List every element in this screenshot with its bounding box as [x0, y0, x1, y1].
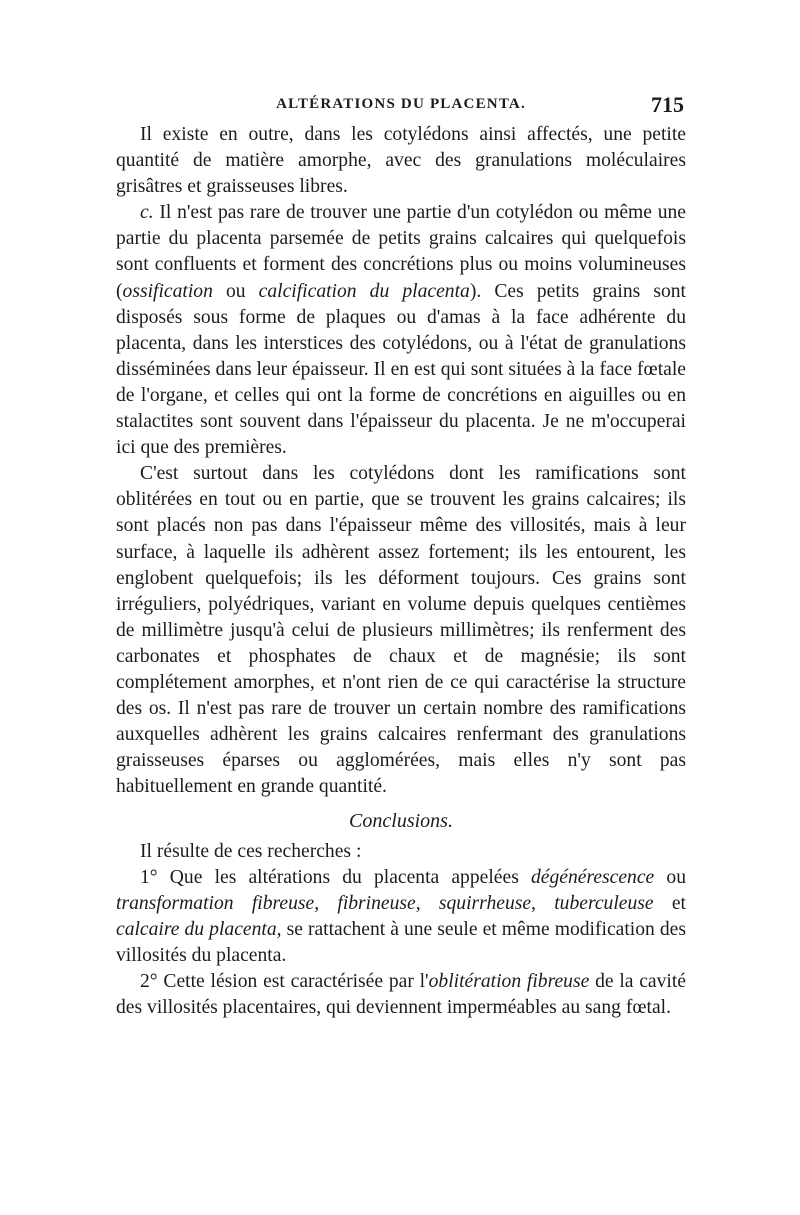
term-calcaire: calcaire du placenta, [116, 918, 282, 940]
term-transformation: transformation fibreuse, fibrineuse, squirrheuse, tuberculeuse [116, 892, 654, 914]
item-number: 1° [140, 866, 158, 888]
page-number: 715 [651, 92, 684, 117]
conclusions-intro: Il résulte de ces recherches : [140, 840, 362, 862]
book-page [116, 92, 686, 1021]
running-title: ALTÉRATIONS DU PLACENTA. [276, 96, 526, 112]
body-text [116, 122, 686, 1021]
item-number: 2° [140, 971, 158, 992]
paragraph-amorphous-matter: Il existe en outre, dans les cotylédons ainsi affectés, une petite quantité de matière amorphe, avec des granulations moléculaires grisâtres et graisseuses libres. [116, 124, 686, 198]
paragraph-text: ou [212, 280, 259, 302]
term-calcification: calcification du placenta [258, 280, 470, 302]
item-text: et [653, 892, 686, 914]
term-obliteration: oblitération fibreuse [428, 971, 590, 992]
term-ossification: ossification [122, 280, 213, 302]
item-text: ou [654, 866, 686, 888]
paragraph-text: ). Ces petits grains sont disposés sous forme de plaques ou d'amas à la face adhérente du placenta, dans les interstices des cotylédons, ou à l'état de granulations disséminées dans leur épaisseur. Il en est qui sont situées à la face fœtale de l'organe, et celles qui ont la forme de concrétions en aiguilles ou en stalactites sont souvent dans l'épaisseur du placenta. Je ne m'occuperai ici que des premières. [116, 280, 686, 459]
paragraph-label: c. [140, 202, 154, 224]
item-text: Que les altérations du placenta appelées [157, 866, 531, 888]
term-degenerescence: dégénérescence [530, 866, 655, 888]
conclusion-item-2 [116, 969, 686, 1021]
running-header [116, 92, 686, 122]
paragraph-text: Il n'est pas rare de trouver une partie d'un cotylédon ou même une partie du placenta parsemée de petits grains calcaires qui quelquefois sont confluents et forment des concrétions plus ou moins volumineuses ( [116, 202, 686, 302]
item-text: de la cavité des villosités placentaires, qui deviennent imperméables au sang fœtal. [116, 971, 687, 1019]
conclusion-item-1 [116, 865, 686, 969]
paragraph-calcification [116, 200, 686, 461]
paragraph-calcareous-grains: C'est surtout dans les cotylédons dont les ramifications sont oblitérées en tout ou en partie, que se trouvent les grains calcaires; ils sont placés non pas dans l'épaisseur même des villosités, mais à leur surface, à laquelle ils adhèrent assez fortement; ils les entourent, les englobent quelquefois; ils les déforment toujours. Ces grains sont irréguliers, polyédriques, variant en volume depuis quelques centièmes de millimètre jusqu'à celui de plusieurs millimètres; ils renferment des carbonates et phosphates de chaux et de magnésie; ils sont complétement amorphes, et n'ont rien de ce qui caractérise la structure des os. Il n'est pas rare de trouver un certain nombre des ramifications auxquelles adhèrent les grains calcaires renfermant des granulations graisseuses éparses ou agglomérées, mais elles n'y sont pas habituellement en grande quantité. [116, 463, 686, 798]
section-title: Conclusions. [349, 810, 453, 833]
item-text: Cette lésion est caractérisée par l' [157, 971, 429, 992]
item-text: se rattachent à une seule et même modification des villosités du placenta. [116, 918, 686, 966]
